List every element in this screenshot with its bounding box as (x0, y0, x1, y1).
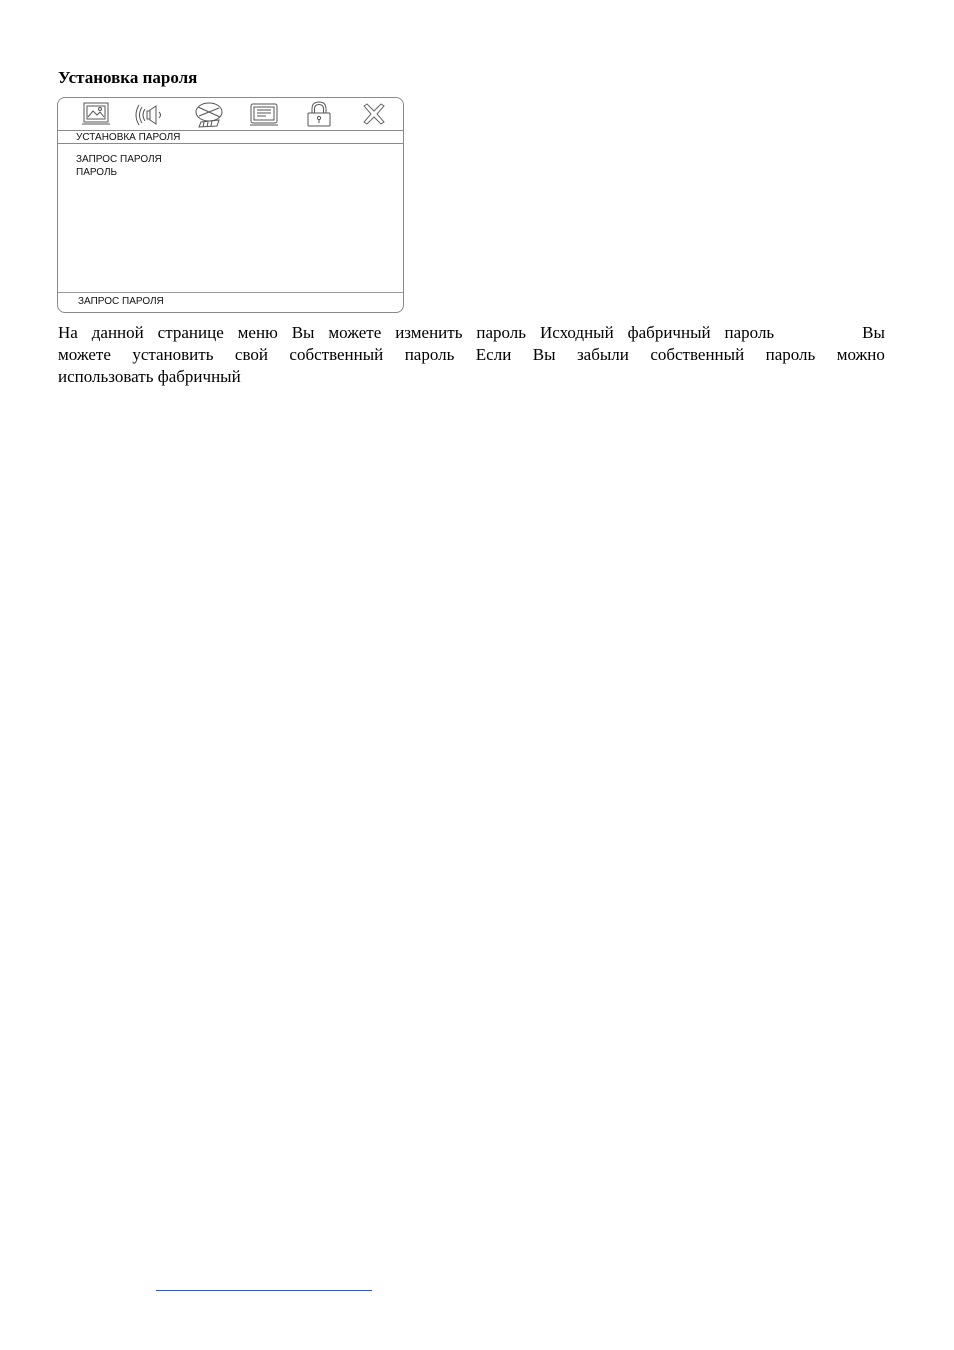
word: собственный (650, 345, 745, 364)
word: изменить (395, 323, 463, 342)
word: фабричный (627, 323, 711, 342)
speaker-icon[interactable] (134, 100, 170, 128)
status-divider (58, 292, 403, 293)
word: пароль (476, 323, 527, 342)
section-heading: Установка пароля (58, 68, 198, 87)
paragraph-line-1 (58, 322, 885, 344)
osd-toolbar (58, 98, 403, 131)
word: собственный (289, 345, 384, 364)
picture-icon[interactable] (78, 100, 114, 128)
word: можно (836, 345, 885, 364)
description-paragraph (58, 322, 885, 388)
close-icon[interactable] (356, 100, 392, 128)
paragraph-last-line-text: использовать фабричный (58, 367, 241, 386)
word: забыли (576, 345, 629, 364)
osd-section-title: УСТАНОВКА ПАРОЛЯ (58, 131, 403, 144)
menu-item-password[interactable]: ПАРОЛЬ (76, 167, 118, 178)
word: Если (475, 345, 512, 364)
word: данной (91, 323, 144, 342)
word: свой (234, 345, 268, 364)
word: можете (328, 323, 382, 342)
paragraph-line-2 (58, 344, 885, 366)
lock-icon[interactable] (301, 100, 337, 128)
osd-status-text: ЗАПРОС ПАРОЛЯ (78, 296, 164, 307)
word: меню (237, 323, 278, 342)
word: Исходный (539, 323, 614, 342)
menu-item-password-request[interactable]: ЗАПРОС ПАРОЛЯ (76, 154, 162, 165)
word: пароль (765, 345, 816, 364)
word: установить (132, 345, 214, 364)
screen-icon[interactable] (246, 100, 282, 128)
word: Вы (862, 323, 885, 342)
word: странице (157, 323, 224, 342)
word: пароль (724, 323, 775, 342)
word: можете (58, 345, 111, 364)
word: На (58, 323, 78, 342)
disc-icon[interactable] (191, 100, 227, 128)
paragraph-line-3 (58, 366, 885, 388)
footer-link-underline[interactable] (156, 1290, 372, 1291)
osd-menu-frame (57, 97, 404, 313)
word: пароль (404, 345, 455, 364)
word: Вы (291, 323, 315, 342)
word: Вы (532, 345, 556, 364)
